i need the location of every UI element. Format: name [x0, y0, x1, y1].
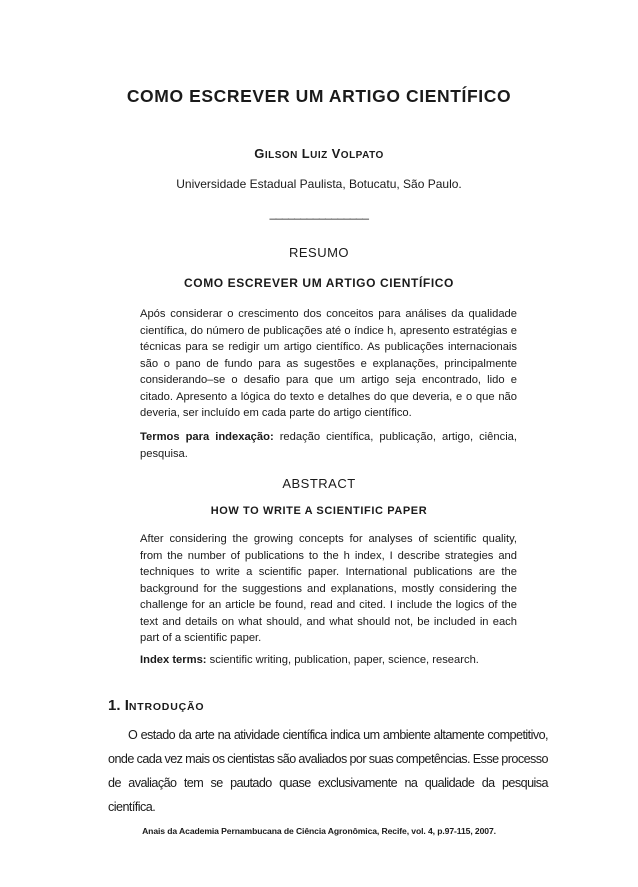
resumo-index-terms — [140, 429, 517, 462]
intro-text — [108, 723, 548, 819]
abstract-heading: ABSTRACT — [282, 476, 356, 491]
resumo-heading: RESUMO — [288, 245, 350, 260]
intro-text-body: O estado da arte na atividade científica indica um ambiente altamente competitivo, onde cada vez mais os cientistas são avaliados por suas competências. Esse processo de avaliação tem se pautado quase exclusivamente na qualidade da pesquisa científica. — [108, 728, 548, 814]
intro-heading-number: 1. — [108, 697, 121, 714]
resumo-index-terms-label: Termos para indexação: — [140, 431, 274, 443]
intro-heading-rest: NTRODUÇÃO — [128, 701, 205, 713]
intro-heading-initial: I — [124, 697, 129, 714]
author-name: GILSON LUIZ VOLPATO — [254, 146, 384, 161]
abstract-subtitle: HOW TO WRITE A SCIENTIFIC PAPER — [210, 505, 428, 517]
section-divider: ________________ — [269, 206, 369, 220]
abstract-index-terms-label: Index terms: — [140, 654, 207, 666]
resumo-index-terms-value: redação científica, publicação, artigo, ciência, pesquisa. — [140, 431, 518, 460]
journal-footer: Anais da Academia Pernambucana de Ciência Agronômica, Recife, vol. 4, p.97-115, 2007. — [142, 826, 496, 836]
author-affiliation: Universidade Estadual Paulista, Botucatu, São Paulo. — [176, 177, 462, 191]
paper-title: COMO ESCREVER UM ARTIGO CIENTÍFICO — [126, 86, 512, 106]
abstract-text: After considering the growing concepts for analyses of scientific quality, from the number of publications to the h index, I describe strategies and techniques to write a scientific paper. International publications are the background for the suggestions and explanations, mostly considering the challenge for an article be found, read and cited. I include the logics of the text and details on what should, and what should not, be included in each part of a scientific paper. — [140, 533, 517, 644]
resumo-text: Após considerar o crescimento dos conceitos para análises da qualidade científica, do número de publicações até o índice h, apresento estratégias e técnicas para se redigir um artigo científico. As publicações internacionais são o pano de fundo para as sugestões e explanações, principalmente considerando–se o desafio para que um artigo seja encontrado, lido e citado. Apresento a lógica do texto e detalhes do que deveria, e o que não deveria, ser incluído em cada parte do artigo científico. — [140, 308, 517, 419]
intro-heading — [108, 697, 204, 714]
resumo-subtitle: COMO ESCREVER UM ARTIGO CIENTÍFICO — [184, 276, 454, 290]
abstract-index-terms-value: scientific writing, publication, paper, science, research. — [209, 654, 479, 666]
abstract-index-terms — [140, 652, 517, 669]
